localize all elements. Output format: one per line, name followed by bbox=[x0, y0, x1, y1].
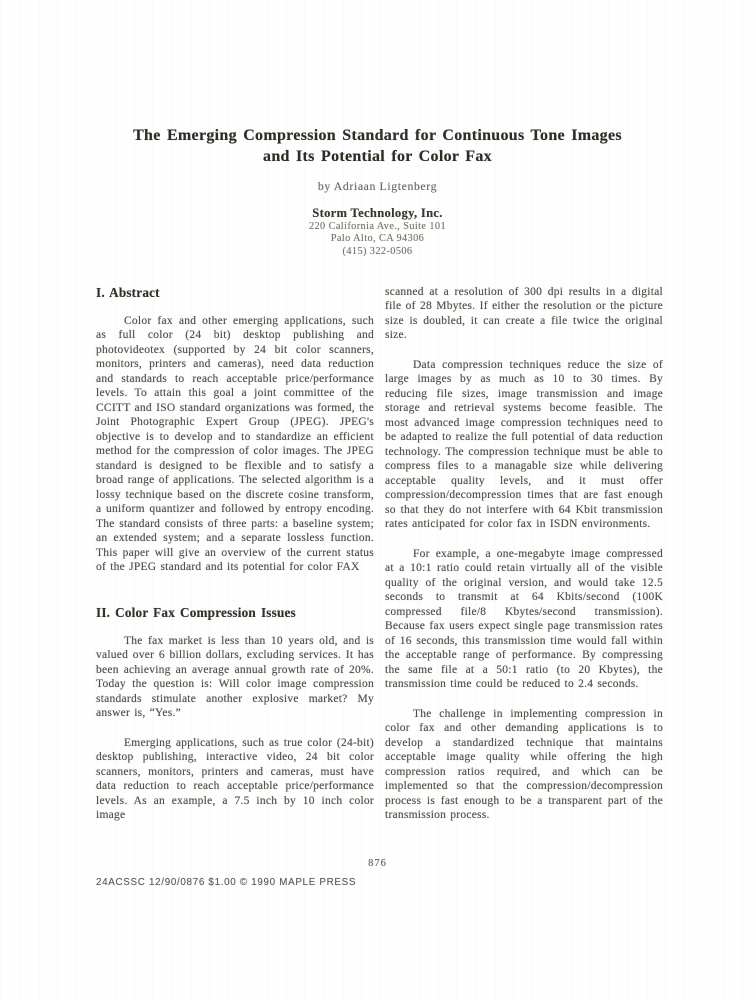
abstract-heading: I. Abstract bbox=[96, 284, 160, 300]
abstract-paragraph: Color fax and other emerging applications, such as full color (24 bit) desktop publishing and photovideotex (supported by 24 bit color scanners, monitors, printers and cameras), need data reduction and standards to reach acceptable price/performance levels. To attain this goal a joint committee of the CCITT and ISO standard organizations was formed, the Joint Photographic Expert Group (JPEG). JPEG's objective is to develop and to standardize an efficient method for the compression of color images. The JPEG standard is designed to be flexible and to satisfy a broad range of applications. The selected algorithm is a lossy technique based on the discrete cosine transform, a uniform quantizer and followed by entropy encoding. The standard consists of three parts: a baseline system; an extended system; and a separate lossless function. This paper will give an overview of the current status of the JPEG standard and its potential for color FAX bbox=[96, 314, 374, 574]
paper-title bbox=[0, 126, 755, 167]
right-column bbox=[385, 285, 663, 823]
section2-paragraph-1: The fax market is less than 10 years old, and is valued over 6 billion dollars, excluding services. It has been achieving an average annual growth rate of 20%. Today the question is: Will color image compression standards stimulate another explosive market? My answer is, “Yes.” bbox=[96, 634, 374, 720]
address-line-1: 220 California Ave., Suite 101 bbox=[308, 221, 447, 232]
author-byline: by Adriaan Ligtenberg bbox=[317, 179, 438, 193]
page-number: 876 bbox=[368, 858, 387, 869]
left-column bbox=[96, 285, 374, 823]
two-column-body bbox=[96, 285, 663, 823]
paper-title-line2: and Its Potential for Color Fax bbox=[263, 147, 492, 165]
company-name: Storm Technology, Inc. bbox=[312, 206, 443, 220]
phone-number: (415) 322-0506 bbox=[342, 245, 413, 257]
right-paragraph-2: Data compression techniques reduce the size of large images by as much as 10 to 30 times. By reducing file sizes, image transmission and image storage and retrieval systems become feasible. The most advanced image compression techniques need to be adapted to realize the full potential of data reduction technology. The compression technique must be able to compress files to a managable size while delivering acceptable quality levels, and it must offer compression/decompression times that are fast enough so that they do not interfere with 64 Kbit transmission rates anticipated for color fax in ISDN environments. bbox=[385, 358, 663, 531]
right-paragraph-4: The challenge in implementing compression in color fax and other demanding applications is to develop a standardized technique that maintains acceptable image quality while offering the high compression ratios required, and which can be implemented so that the compression/decompression process is fast enough to be a transparent part of the transmission process. bbox=[385, 707, 663, 822]
affiliation-block bbox=[0, 206, 755, 258]
paper-header bbox=[0, 0, 755, 258]
section2-heading: II. Color Fax Compression Issues bbox=[96, 604, 296, 620]
section2-paragraph-2: Emerging applications, such as true color (24-bit) desktop publishing, interactive video, 24 bit color scanners, monitors, printers and cameras, must have data reduction to reach acceptable price/performance levels. As an example, a 7.5 inch by 10 inch color image bbox=[96, 736, 374, 822]
address-line-2: Palo Alto, CA 94306 bbox=[330, 233, 425, 245]
right-paragraph-3: For example, a one-megabyte image compressed at a 10:1 ratio could retain virtually all of the visible quality of the original version, and would take 12.5 seconds to transmit at 64 Kbits/second (100K compressed file/8 Kbytes/second transmission). Because fax users expect single page transmission rates of 16 seconds, this transmission time would fall within the acceptable range of performance. By compressing the same file at a 50:1 ratio (to 20 Kbytes), the transmission time could be reduced to 2.4 seconds. bbox=[385, 547, 663, 691]
copyright-footer: 24ACSSC 12/90/0876 $1.00 © 1990 MAPLE PRESS bbox=[96, 877, 357, 888]
paper-title-line1: The Emerging Compression Standard for Continuous Tone Images bbox=[133, 127, 622, 144]
right-paragraph-1: scanned at a resolution of 300 dpi results in a digital file of 28 Mbytes. If either the resolution or the picture size is doubled, it can create a file twice the original size. bbox=[385, 285, 663, 342]
